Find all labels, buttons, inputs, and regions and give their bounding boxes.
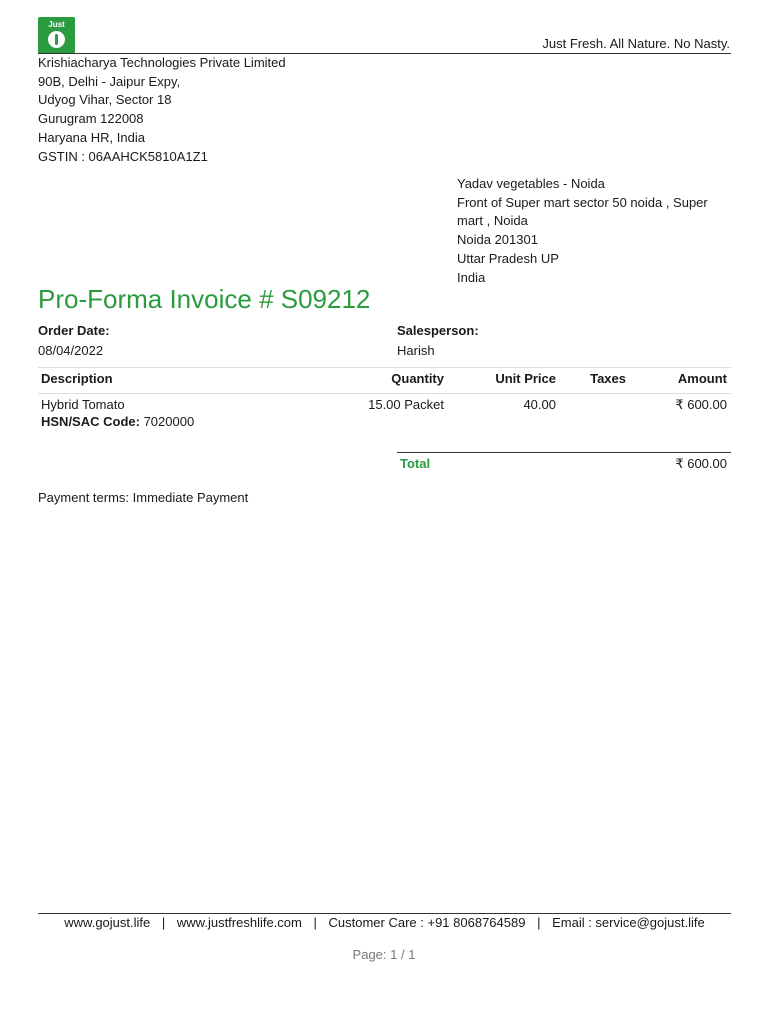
hsn-code: 7020000 bbox=[143, 414, 195, 429]
item-description: Hybrid Tomato bbox=[41, 397, 125, 412]
brand-tagline: Just Fresh. All Nature. No Nasty. bbox=[542, 36, 730, 51]
header-taxes: Taxes bbox=[590, 371, 626, 386]
company-address-line: Udyog Vihar, Sector 18 bbox=[38, 92, 172, 108]
salesperson-label: Salesperson: bbox=[397, 323, 479, 338]
company-gstin: GSTIN : 06AAHCK5810A1Z1 bbox=[38, 148, 208, 164]
customer-name: Yadav vegetables - Noida bbox=[457, 176, 605, 191]
hsn-label: HSN/SAC Code: bbox=[41, 414, 140, 429]
item-unit-price: 40.00 bbox=[523, 397, 556, 412]
header-unit-price: Unit Price bbox=[495, 371, 556, 386]
invoice-title: Pro-Forma Invoice # S09212 bbox=[38, 284, 371, 314]
total-value: ₹ 600.00 bbox=[675, 456, 727, 471]
footer-website-link[interactable]: www.gojust.life bbox=[64, 915, 151, 930]
total-label: Total bbox=[400, 456, 431, 471]
item-amount: ₹ 600.00 bbox=[675, 397, 727, 412]
customer-address bbox=[457, 175, 732, 287]
leaf-icon bbox=[48, 31, 65, 48]
total-rule bbox=[397, 452, 731, 453]
footer-divider bbox=[38, 913, 731, 914]
customer-address-line: Front of Super mart sector 50 noida , Super mart , Noida bbox=[457, 194, 708, 229]
company-address bbox=[38, 54, 286, 166]
footer-separator: | bbox=[161, 915, 166, 930]
header-quantity: Quantity bbox=[391, 371, 444, 386]
footer-separator: | bbox=[537, 915, 541, 930]
company-address-line: 90B, Delhi - Jaipur Expy, bbox=[38, 73, 181, 89]
company-address-line: Haryana HR, India bbox=[38, 129, 145, 145]
table-header-rule bbox=[38, 393, 731, 394]
customer-address-line: Noida 201301 bbox=[457, 232, 538, 248]
salesperson-value: Harish bbox=[397, 343, 435, 358]
footer-email[interactable]: Email : service@gojust.life bbox=[552, 915, 705, 930]
order-date-label: Order Date: bbox=[38, 323, 110, 338]
table-top-rule bbox=[38, 367, 731, 368]
company-address-line: Gurugram 122008 bbox=[38, 111, 144, 127]
footer-separator: | bbox=[313, 915, 317, 930]
logo-text: Just bbox=[48, 20, 65, 29]
page-number: Page: 1 / 1 bbox=[352, 947, 416, 962]
footer-website-link[interactable]: www.justfreshlife.com bbox=[176, 915, 302, 930]
order-date-value: 08/04/2022 bbox=[38, 343, 104, 358]
header-amount: Amount bbox=[677, 371, 727, 386]
customer-address-line: India bbox=[457, 269, 486, 285]
brand-logo bbox=[38, 17, 75, 54]
footer-customer-care: Customer Care : +91 8068764589 bbox=[328, 915, 526, 930]
payment-terms: Payment terms: Immediate Payment bbox=[38, 490, 249, 505]
company-name: Krishiacharya Technologies Private Limited bbox=[38, 55, 286, 70]
header-description: Description bbox=[41, 371, 113, 386]
customer-address-line: Uttar Pradesh UP bbox=[457, 250, 559, 266]
footer-contact bbox=[38, 915, 731, 930]
item-quantity: 15.00 Packet bbox=[368, 397, 444, 412]
item-hsn bbox=[41, 414, 194, 429]
